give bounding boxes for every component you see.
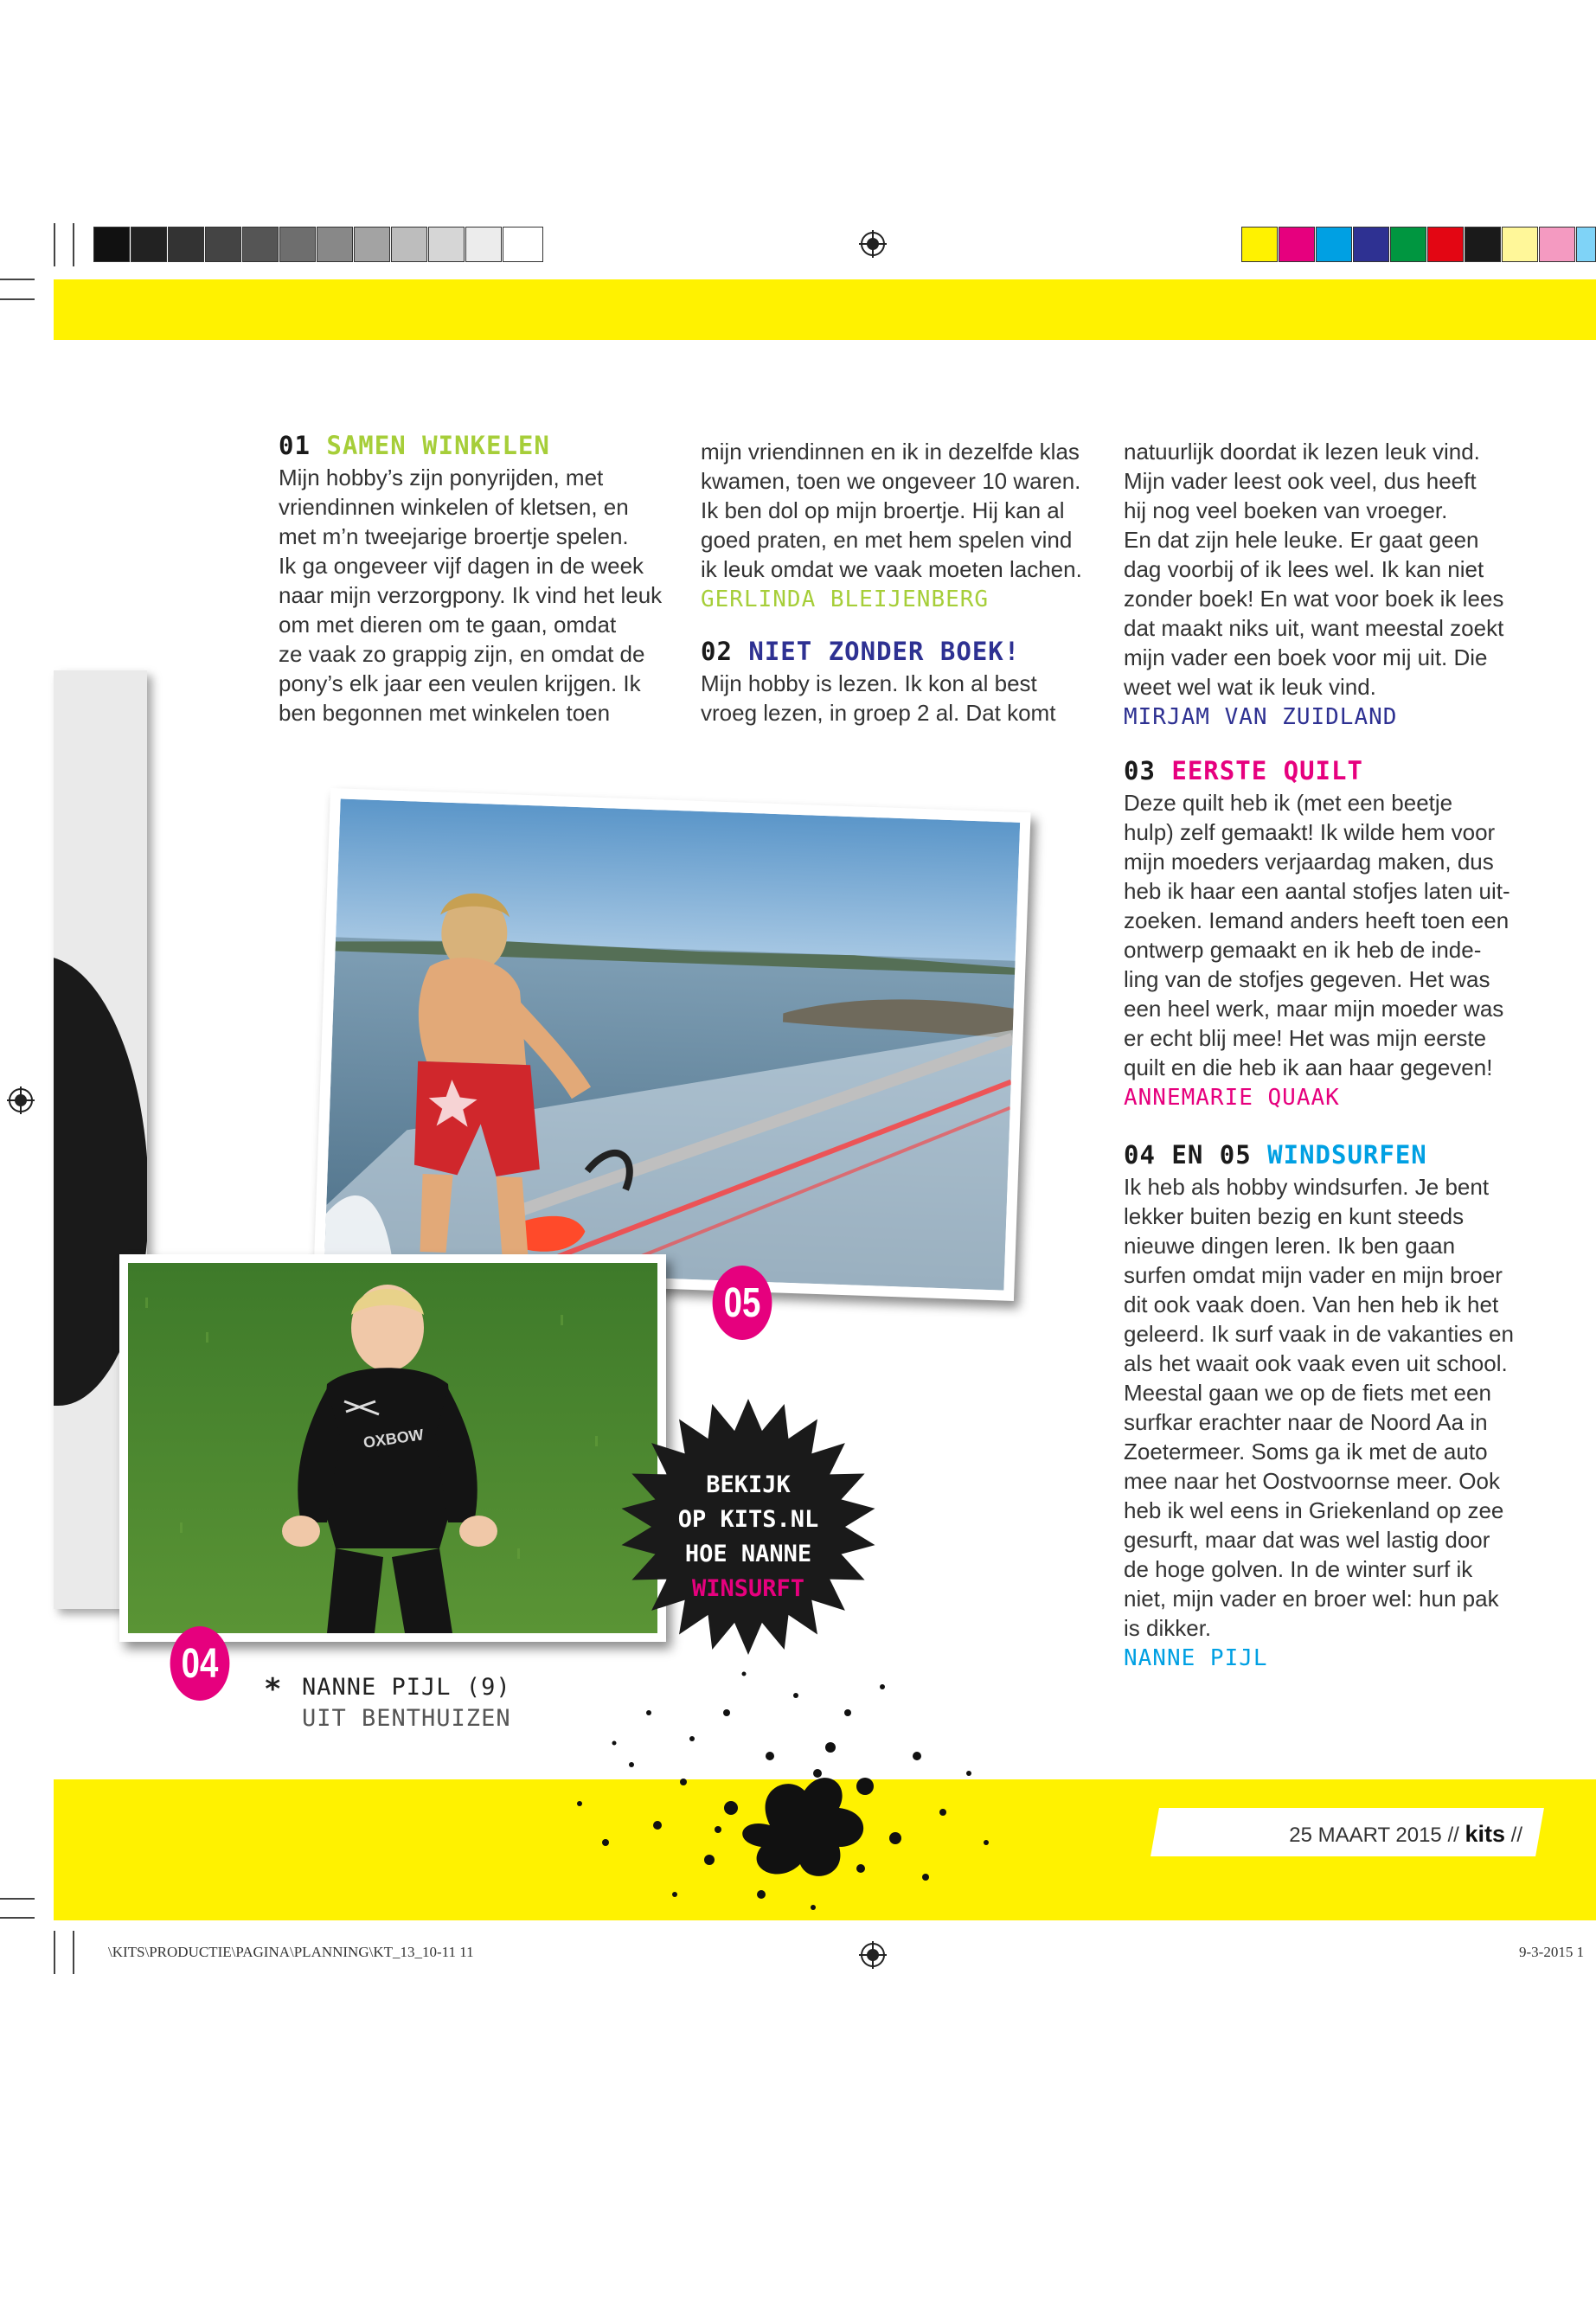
section-03-eerste-quilt: [1124, 753, 1591, 1113]
wetsuit-photo-image: [128, 1263, 657, 1633]
callout-line: BEKIJK: [706, 1471, 791, 1498]
body-line: dag voorbij of ik lees wel. Ik kan niet: [1124, 556, 1484, 582]
body-line: Ik ga ongeveer vijf dagen in de week: [279, 553, 644, 579]
asterisk-icon: *: [264, 1672, 283, 1707]
body-line: ben begonnen met winkelen toen: [279, 700, 611, 726]
footer-slashes: //: [1510, 1823, 1522, 1847]
section-01-continued: [701, 437, 1107, 615]
print-slug-date: 9-3-2015 1: [1519, 1944, 1585, 1960]
body-line: zoeken. Iemand anders heeft toen een: [1124, 907, 1509, 933]
author-signature: MIRJAM VAN ZUIDLAND: [1124, 704, 1398, 730]
crop-mark: [54, 1931, 55, 1974]
section-number: 01: [279, 431, 311, 460]
body-line: Zoetermeer. Soms ga ik met de auto: [1124, 1439, 1488, 1465]
body-line: de hoge golven. In de winter surf ik: [1124, 1556, 1473, 1582]
body-line: Ik heb als hobby windsurfen. Je bent: [1124, 1174, 1490, 1200]
top-yellow-band: [54, 279, 1596, 340]
section-title: SAMEN WINKELEN: [326, 431, 550, 460]
body-line: ling van de stofjes gegeven. Het was: [1124, 966, 1490, 992]
body-line: heb ik wel eens in Griekenland op zee: [1124, 1497, 1504, 1523]
section-number: 04 EN 05: [1124, 1140, 1252, 1170]
body-line: vriendinnen winkelen of kletsen, en: [279, 494, 629, 520]
body-line: vroeg lezen, in groep 2 al. Dat komt: [701, 700, 1056, 726]
body-line: surfkar erachter naar de Noord Aa in: [1124, 1409, 1488, 1435]
registration-mark-icon: [7, 1086, 35, 1114]
body-line: mijn vriendinnen en ik in dezelfde klas: [701, 439, 1080, 465]
caption-name: NANNE PIJL (9): [302, 1674, 511, 1701]
body-line: hulp) zelf gemaakt! Ik wilde hem voor: [1124, 819, 1496, 845]
body-line: dit ook vaak doen. Van hen heb ik het: [1124, 1292, 1499, 1317]
caption-place: UIT BENTHUIZEN: [302, 1705, 511, 1732]
body-line: ontwerp gemaakt en ik heb de inde-: [1124, 937, 1482, 963]
registration-mark-icon: [859, 1941, 887, 1969]
body-line: Mijn vader leest ook veel, dus heeft: [1124, 468, 1477, 494]
crop-mark: [0, 279, 35, 280]
author-signature: GERLINDA BLEIJENBERG: [701, 586, 990, 612]
body-line: ze vaak zo grappig zijn, en omdat de: [279, 641, 645, 667]
section-title: WINDSURFEN: [1267, 1140, 1427, 1170]
footer-date: 25 MAART 2015 //: [1289, 1823, 1459, 1847]
windsurf-photo-image: [324, 798, 1020, 1290]
body-line: quilt en die heb ik aan haar gegeven!: [1124, 1054, 1493, 1080]
wetsuit-logo: OXBOW: [362, 1426, 425, 1452]
body-line: mijn vader een boek voor mij uit. Die: [1124, 644, 1488, 670]
body-line: nieuwe dingen leren. Ik ben gaan: [1124, 1233, 1456, 1259]
body-line: Ik ben dol op mijn broertje. Hij kan al: [701, 497, 1065, 523]
body-line: niet, mijn vader en broer wel: hun pak: [1124, 1586, 1499, 1612]
callout-line: OP KITS.NL: [677, 1506, 819, 1533]
body-line: En dat zijn hele leuke. Er gaat geen: [1124, 527, 1479, 553]
section-number: 02: [701, 637, 733, 666]
body-line: Deze quilt heb ik (met een beetje: [1124, 790, 1453, 816]
photo-04-boy-in-wetsuit: [119, 1254, 666, 1642]
section-number: 03: [1124, 756, 1156, 785]
footer-date-text: [1176, 1817, 1522, 1851]
body-line: geleerd. Ik surf vaak in de vakanties en: [1124, 1321, 1514, 1347]
author-signature: NANNE PIJL: [1124, 1645, 1268, 1671]
body-line: er echt blij mee! Het was mijn eerste: [1124, 1025, 1487, 1051]
section-02-continued: [1124, 437, 1591, 733]
crop-mark: [73, 223, 74, 266]
body-line: is dikker.: [1124, 1615, 1212, 1641]
body-line: heb ik haar een aantal stofjes laten uit-: [1124, 878, 1510, 904]
body-line: met m’n tweejarige broertje spelen.: [279, 523, 629, 549]
author-signature: ANNEMARIE QUAAK: [1124, 1085, 1340, 1111]
brand-logo: kits: [1465, 1821, 1505, 1847]
body-line: mijn moeders verjaardag maken, dus: [1124, 849, 1494, 875]
body-line: Meestal gaan we op de fiets met een: [1124, 1380, 1491, 1406]
starburst-callout: [619, 1397, 878, 1657]
crop-mark: [73, 1931, 74, 1974]
callout-line: HOE NANNE: [684, 1541, 812, 1567]
body-line: een heel werk, maar mijn moeder was: [1124, 996, 1504, 1022]
body-line: natuurlijk doordat ik lezen leuk vind.: [1124, 439, 1480, 465]
body-line: Mijn hobby’s zijn ponyrijden, met: [279, 465, 604, 490]
photo-number-badge: 05: [713, 1266, 772, 1340]
body-line: hij nog veel boeken van vroeger.: [1124, 497, 1448, 523]
section-01-samen-winkelen: [279, 428, 685, 727]
body-line: als het waait ook vaak even uit school.: [1124, 1350, 1508, 1376]
body-line: dat maakt niks uit, want meestal zoekt: [1124, 615, 1504, 641]
body-line: ik leuk omdat we vaak moeten lachen.: [701, 556, 1082, 582]
crop-mark: [0, 1898, 35, 1900]
photo-number-badge: 04: [170, 1626, 230, 1701]
callout-link-text: WINSURFT: [691, 1575, 805, 1602]
body-line: lekker buiten bezig en kunt steeds: [1124, 1203, 1465, 1229]
body-line: kwamen, toen we ongeveer 10 waren.: [701, 468, 1081, 494]
body-line: Mijn hobby is lezen. Ik kon al best: [701, 670, 1037, 696]
body-line: naar mijn verzorgpony. Ik vind het leuk: [279, 582, 663, 608]
photo-caption: [264, 1672, 511, 1734]
print-slug-path: \KITS\PRODUCTIE\PAGINA\PLANNING\KT_13_10-11 11: [108, 1944, 474, 1960]
body-line: pony’s elk jaar een veulen krijgen. Ik: [279, 670, 641, 696]
section-title: EERSTE QUILT: [1171, 756, 1363, 785]
photo-05-windsurfing: [313, 788, 1030, 1301]
section-02-niet-zonder-boek: [701, 634, 1107, 727]
section-title: NIET ZONDER BOEK!: [748, 637, 1021, 666]
crop-mark: [54, 223, 55, 266]
section-04-05-windsurfen: [1124, 1138, 1591, 1674]
body-line: mee naar het Oostvoornse meer. Ook: [1124, 1468, 1500, 1494]
ink-splatter-graphic: [554, 1661, 1003, 1920]
registration-mark-icon: [859, 230, 887, 258]
crop-mark: [0, 1917, 35, 1919]
body-line: weet wel wat ik leuk vind.: [1124, 674, 1376, 700]
body-line: surfen omdat mijn vader en mijn broer: [1124, 1262, 1503, 1288]
body-line: goed praten, en met hem spelen vind: [701, 527, 1073, 553]
crop-mark: [0, 298, 35, 300]
body-line: zonder boek! En wat voor boek ik lees: [1124, 586, 1504, 612]
body-line: om met dieren om te gaan, omdat: [279, 612, 617, 638]
body-line: gesurft, maar dat was wel lastig door: [1124, 1527, 1490, 1553]
